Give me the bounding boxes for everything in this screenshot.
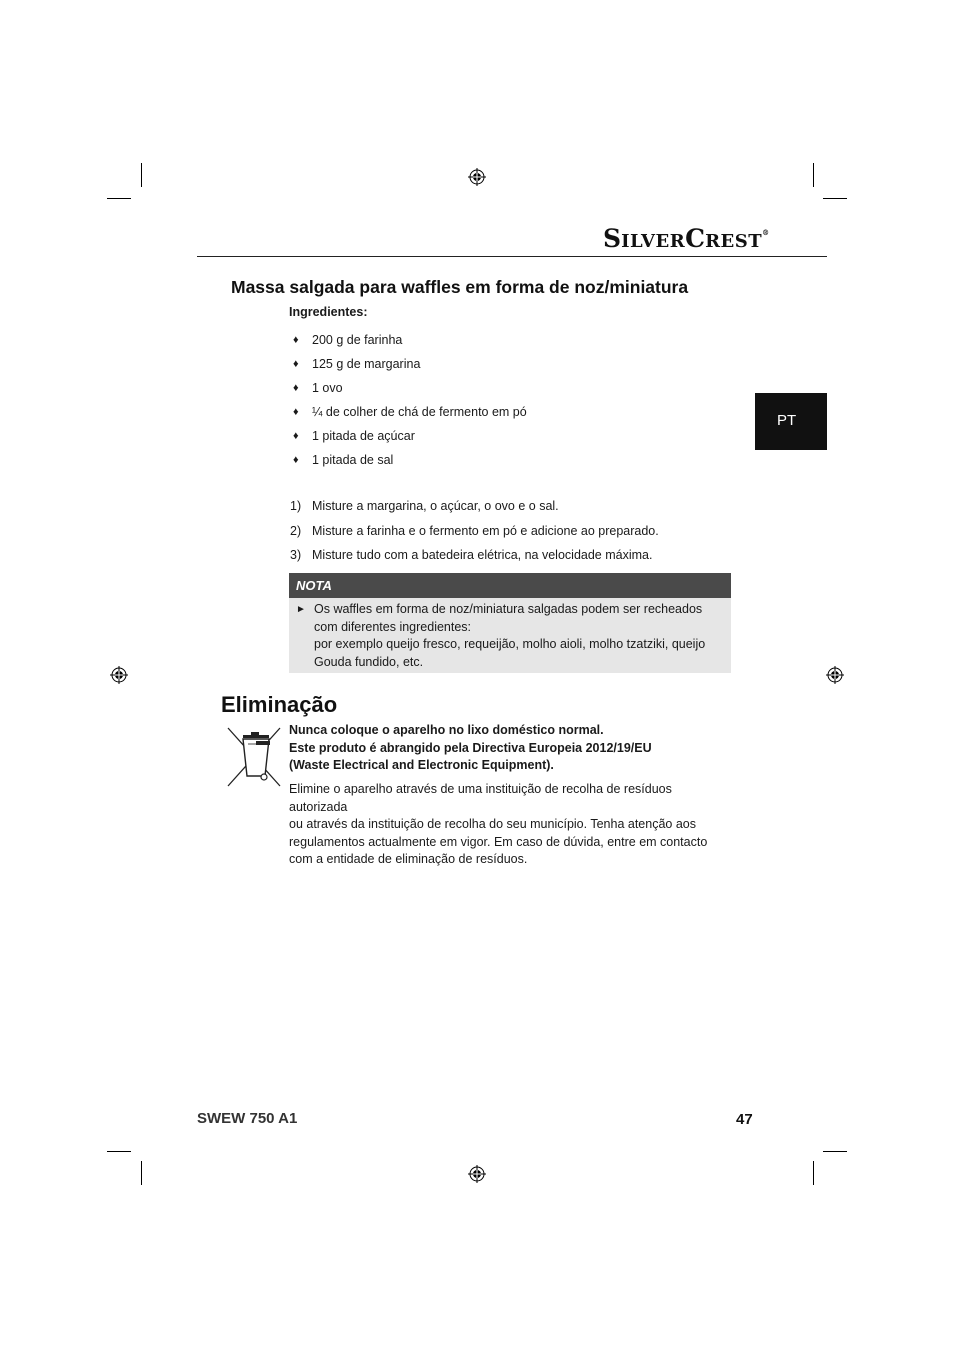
step-item: 1) Misture a margarina, o açúcar, o ovo e o sal.	[290, 499, 559, 513]
registration-mark-icon	[826, 666, 844, 684]
list-item: ♦ 1 pitada de açúcar	[293, 429, 415, 443]
page-number: 47	[736, 1111, 753, 1128]
bullet-icon: ♦	[293, 334, 299, 346]
note-body	[289, 598, 731, 673]
bullet-icon: ♦	[293, 358, 299, 370]
crop-mark	[141, 163, 142, 187]
crop-mark	[813, 163, 814, 187]
bullet-icon: ♦	[293, 406, 299, 418]
section-title: Massa salgada para waffles em forma de noz/miniatura	[231, 277, 689, 297]
ingredients-list	[293, 332, 527, 476]
crossed-out-wheelie-bin-icon	[226, 726, 282, 788]
list-item: ♦ 125 g de margarina	[293, 357, 421, 371]
disposal-warning: Nunca coloque o aparelho no lixo doméstico normal. Este produto é abrangido pela Directiva Europeia 2012/19/EU (Waste Electrical and Electronic Equipment).	[289, 723, 652, 772]
bullet-icon: ♦	[293, 382, 299, 394]
registration-mark-icon	[110, 666, 128, 684]
arrow-icon: ►	[296, 604, 306, 615]
crop-mark	[107, 1151, 131, 1152]
steps-list	[290, 498, 659, 572]
language-tab: PT	[755, 393, 827, 450]
note-header: NOTA	[289, 573, 731, 598]
bullet-icon: ♦	[293, 454, 299, 466]
disposal-paragraph: Elimine o aparelho através de uma instituição de recolha de resíduos autorizada ou através da instituição de recolha do seu município. Tenha atenção aos regulamentos actualmente em vigor. Em caso de dúvida, entre em contacto com a entidade de eliminação de resíduos.	[289, 782, 708, 867]
step-item: 3) Misture tudo com a batedeira elétrica, na velocidade máxima.	[290, 548, 653, 562]
crop-mark	[107, 198, 131, 199]
header-rule	[197, 256, 827, 257]
registration-mark-icon	[468, 1165, 486, 1183]
note-text: Os waffles em forma de noz/miniatura salgadas podem ser recheados com diferentes ingredientes: por exemplo queijo fresco, requeijão, molho aioli, molho tzatziki, queijo Gouda fundido, etc.	[314, 602, 706, 669]
crop-mark	[823, 198, 847, 199]
footer-model: SWEW 750 A1	[197, 1110, 298, 1127]
list-item: ♦ 1 ovo	[293, 381, 343, 395]
crop-mark	[141, 1161, 142, 1185]
brand-logo: SILVERCREST®	[603, 224, 770, 253]
bullet-icon: ♦	[293, 430, 299, 442]
crop-mark	[813, 1161, 814, 1185]
crop-mark	[823, 1151, 847, 1152]
list-item: ♦ ¼ de colher de chá de fermento em pó	[293, 405, 527, 419]
list-item: ♦ 1 pitada de sal	[293, 453, 394, 467]
list-item: ♦ 200 g de farinha	[293, 333, 403, 347]
disposal-title: Eliminação	[221, 692, 338, 717]
step-item: 2) Misture a farinha e o fermento em pó e adicione ao preparado.	[290, 523, 659, 538]
registration-mark-icon	[468, 168, 486, 186]
ingredients-label: Ingredientes:	[289, 305, 368, 319]
